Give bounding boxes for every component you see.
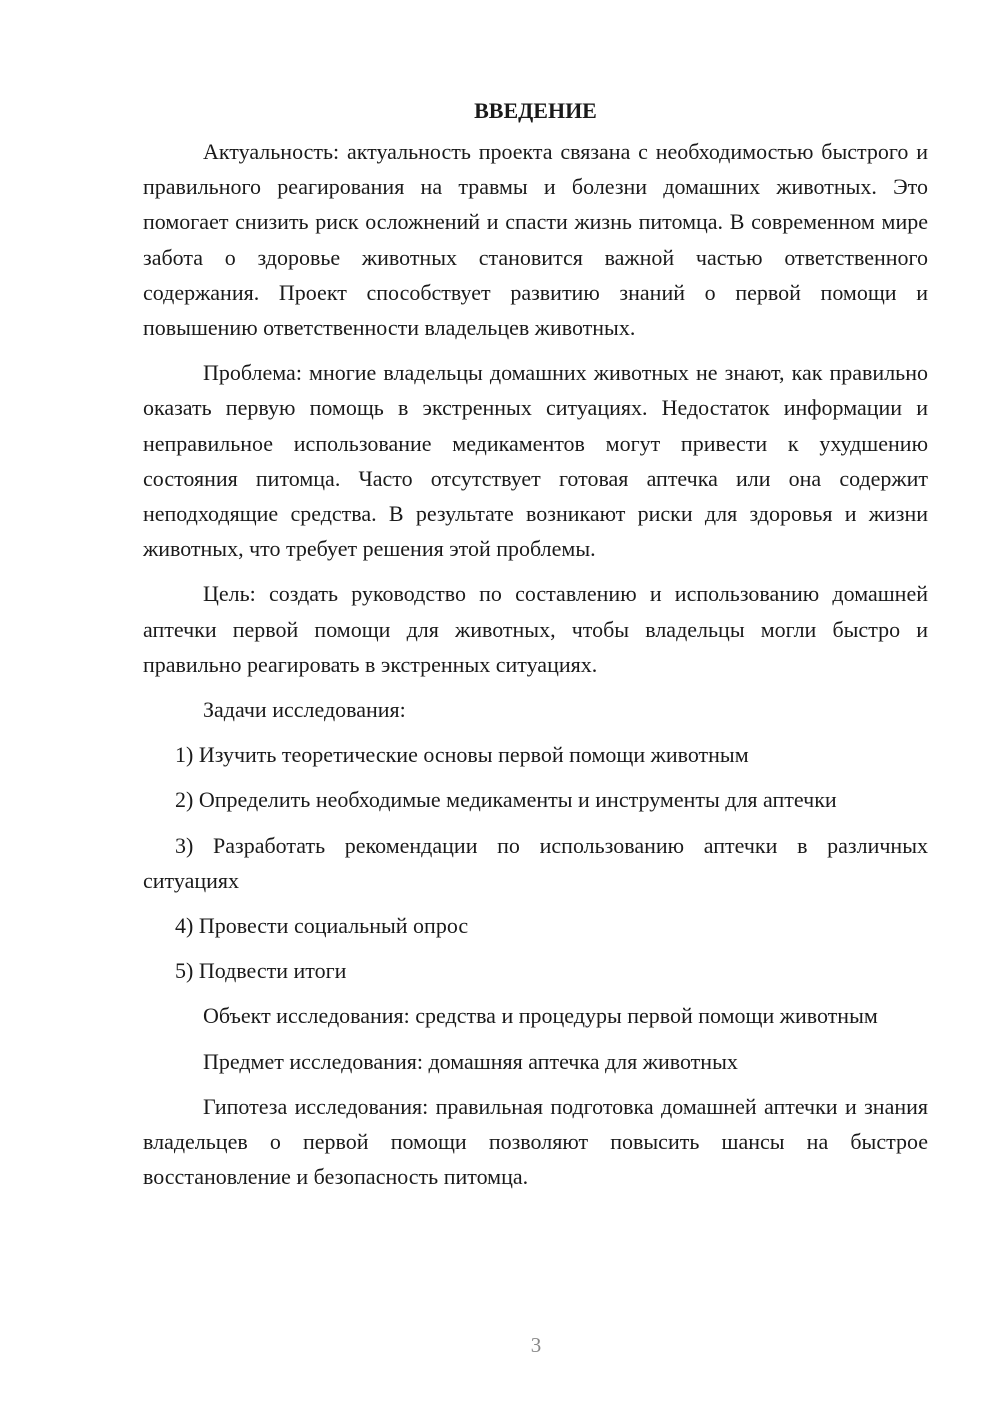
- paragraph-object: Объект исследования: средства и процедуры первой помощи животным: [203, 1003, 878, 1029]
- paragraph-tasks-heading: Задачи исследования:: [203, 697, 406, 723]
- task-item-2: 2) Определить необходимые медикаменты и инструменты для аптечки: [175, 787, 837, 813]
- paragraph-subject: Предмет исследования: домашняя аптечка для животных: [203, 1048, 738, 1074]
- paragraph-problem: Проблема: многие владельцы домашних животных не знают, как правильно оказать первую помощь в экстренных ситуациях. Недостаток информации и неправильное использование медикаментов могут привести к ухудшению состояния питомца. Часто отсутствует готовая аптечка или она содержит неподходящие средства. В результате возникают риски для здоровья и жизни животных, что требует решения этой проблемы.: [143, 360, 928, 562]
- task-item-5: 5) Подвести итоги: [175, 958, 347, 984]
- task-item-4: 4) Провести социальный опрос: [175, 913, 469, 939]
- task-item-3: 3) Разработать рекомендации по использованию аптечки в различных ситуациях: [143, 832, 928, 893]
- document-page: [143, 96, 928, 1204]
- page-number: 3: [530, 1333, 542, 1357]
- paragraph-goal: Цель: создать руководство по составлению и использованию домашней аптечки первой помощи для животных, чтобы владельцы могли быстро и правильно реагировать в экстренных ситуациях.: [143, 581, 928, 677]
- page-title: ВВЕДЕНИЕ: [474, 98, 597, 123]
- paragraph-relevance: Актуальность: актуальность проекта связана с необходимостью быстрого и правильного реагирования на травмы и болезни домашних животных. Это помогает снизить риск осложнений и спасти жизнь питомца. В современном мире забота о здоровье животных становится важной частью ответственного содержания. Проект способствует развитию знаний о первой помощи и повышению ответственности владельцев животных.: [143, 139, 928, 341]
- task-item-1: 1) Изучить теоретические основы первой помощи животным: [175, 742, 749, 768]
- paragraph-hypothesis: Гипотеза исследования: правильная подготовка домашней аптечки и знания владельцев о первой помощи позволяют повысить шансы на быстрое восстановление и безопасность питомца.: [143, 1093, 928, 1190]
